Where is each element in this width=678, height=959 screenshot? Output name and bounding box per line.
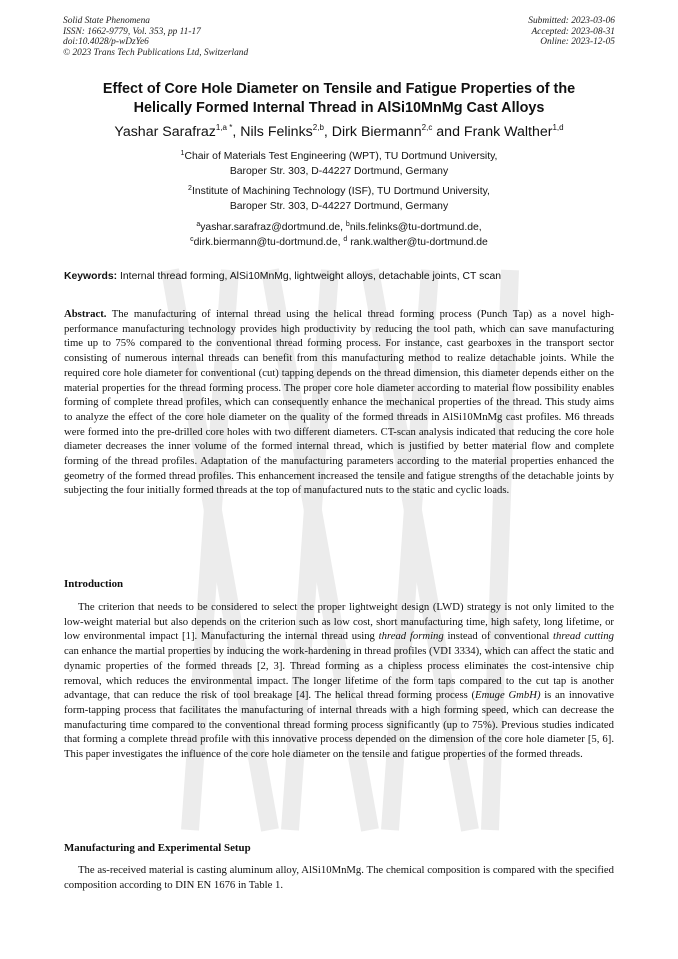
title-line-2: Helically Formed Internal Thread in AlSi10MnMg Cast Alloys (133, 100, 545, 116)
affiliation-line: Baroper Str. 303, D-44227 Dortmund, Germany (229, 200, 449, 212)
submitted-date: Submitted: 2023-03-06 (528, 16, 615, 26)
introduction-heading: Introduction (64, 578, 124, 590)
author-name: Frank Walther (463, 124, 553, 140)
author-list: Yashar Sarafraz$^{1,a *}$, Nils Felinks$^{2,b}$, Dirk Biermann$^{2,c}$ and Frank Walther$^{1,d}$ (114, 123, 564, 140)
affiliation-line: Chair of Materials Test Engineering (WPT), TU Dortmund University, (184, 151, 498, 162)
issn: ISSN: 1662-9779, Vol. 353, pp 11-17 (63, 26, 201, 37)
abstract (64, 307, 614, 498)
intro-emphasis: thread forming (378, 630, 444, 643)
email-link[interactable]: yashar.sarafraz@dortmund.de, (200, 222, 344, 233)
copyright: © 2023 Trans Tech Publications Ltd, Switzerland (63, 47, 249, 58)
journal-name: Solid State Phenomena (63, 16, 150, 26)
abstract-text: The manufacturing of internal thread using the helical thread forming process (Punch Tap) as a novel high-performance manufacturing technology provides high productivity by reducing the tool path, which can save manufacturing time up to 75% compared to the conventional thread forming process. For instance, cast gearboxes in the transport sector consisting of numerous internal threads can benefit from this manufacturing method to realize detachable joints. While the required core hole diameter for conventional (cut) tapping depends on the thread dimension, this diameter depends either on the material properties for the thread forming process. The proper core hole diameter according to material flow possibility enables forming of complete thread profiles, which can consequently enhance the mechanical properties of the thread. This study aims to analyze the effect of the core hole diameter on the quality of the formed threads in AlSi10MnMg cast profiles. M6 threads were formed into the pre-drilled core holes with two different diameters. CT-scan analysis indicated that reducing the core hole diameter decreases the inner volume of the formed internal thread, which is justified by better material flow and complete forming of the thread profiles. Adaptation of the manufacturing parameters according to the material properties enhanced the geometry of the formed thread profiles. This enhancement increased the tensile and fatigue strengths of the detachable joints by subjecting the four initially formed threads at the top of manufactured nuts to the static and cyclic loads. (64, 308, 615, 497)
email-sup: a (196, 221, 201, 228)
keywords (64, 270, 501, 284)
title-line-1: Effect of Core Hole Diameter on Tensile and Fatigue Properties of the (102, 81, 576, 97)
email-link[interactable]: nils.felinks@tu-dortmund.de, (349, 222, 482, 233)
paper-title (40, 80, 638, 118)
journal-info (63, 16, 248, 58)
author-name: Nils Felinks (240, 124, 313, 140)
author-sup: 2,b (312, 123, 324, 132)
email-link[interactable]: rank.walther@tu-dortmund.de (350, 236, 488, 248)
email-sup: c (190, 235, 194, 243)
affiliation-sup: 2 (188, 185, 192, 192)
intro-text: instead of conventional (443, 630, 554, 643)
affiliation-sup: 1 (180, 150, 185, 157)
accepted-date: Accepted: 2023-08-31 (531, 26, 615, 37)
manufacturing-heading: Manufacturing and Experimental Setup (64, 842, 251, 854)
affiliation-1 (20, 150, 658, 179)
email-link[interactable]: dirk.biermann@tu-dortmund.de, (193, 236, 341, 248)
author-sup: 2,c (421, 123, 433, 132)
keywords-text: Internal thread forming, AlSi10MnMg, lightweight alloys, detachable joints, CT scan (120, 271, 502, 282)
intro-text: can enhance the martial properties by inducing the work-hardening in thread profiles (VDI 3334), which can affect the static and dynamic properties of the formed threads [2, 3]. Thread forming as a chipless process eliminates the cost-intensive chip removal, which reduces the environmental impact. The longer lifetime of the form taps compared to the cut tap is another advantage, that can reduce the risk of tool breakage [4]. The helical thread forming process ( (64, 645, 615, 702)
author-name: Yashar Sarafraz (114, 124, 216, 140)
affiliation-line: Institute of Machining Technology (ISF), TU Dortmund University, (191, 186, 490, 197)
intro-text: The criterion that needs to be considered to select the proper lightweight design (LWD) strategy is not only limited to the low-weight material but also depends on the criterion such as low cost, short manufacturing time, high safety, long lifetime, or low environmental impact [1]. Manufacturing the internal thread using (64, 601, 614, 643)
email-sup: b (345, 221, 350, 228)
publication-dates (528, 16, 615, 48)
affiliation-2 (20, 185, 658, 214)
author-name: Dirk Biermann (331, 124, 422, 140)
author-sup: 1,a * (215, 123, 233, 132)
introduction-paragraph (64, 600, 614, 762)
keywords-label: Keywords: (64, 271, 118, 282)
intro-emphasis: thread cutting (553, 630, 614, 643)
doi: doi:10.4028/p-wDzYe6 (63, 37, 149, 48)
affiliation-line: Baroper Str. 303, D-44227 Dortmund, Germany (229, 165, 449, 177)
author-sup: 1,d (552, 123, 564, 132)
author-emails (20, 221, 658, 250)
manufacturing-paragraph: The as-received material is casting aluminum alloy, AlSi10MnMg. The chemical composition is compared with the specified composition according to DIN EN 1676 in Table 1. (64, 864, 614, 891)
abstract-label: Abstract. (64, 308, 107, 320)
email-sup: d (343, 235, 348, 243)
intro-text: is an innovative form-tapping process that facilitates the manufacturing of internal threads with a high forming speed, which can decrease the manufacturing time compared to the conventional thread forming process significantly (up to 75%). Previous studies indicated that forming a complete thread profile with this innovative process depended on the dimension of the core hole diameter [5, 6]. This paper investigates the influence of the core hole diameter on the tensile and fatigue properties of the formed threads. (64, 689, 614, 761)
online-date: Online: 2023-12-05 (540, 37, 615, 48)
intro-emphasis: Emuge GmbH) (475, 689, 541, 702)
